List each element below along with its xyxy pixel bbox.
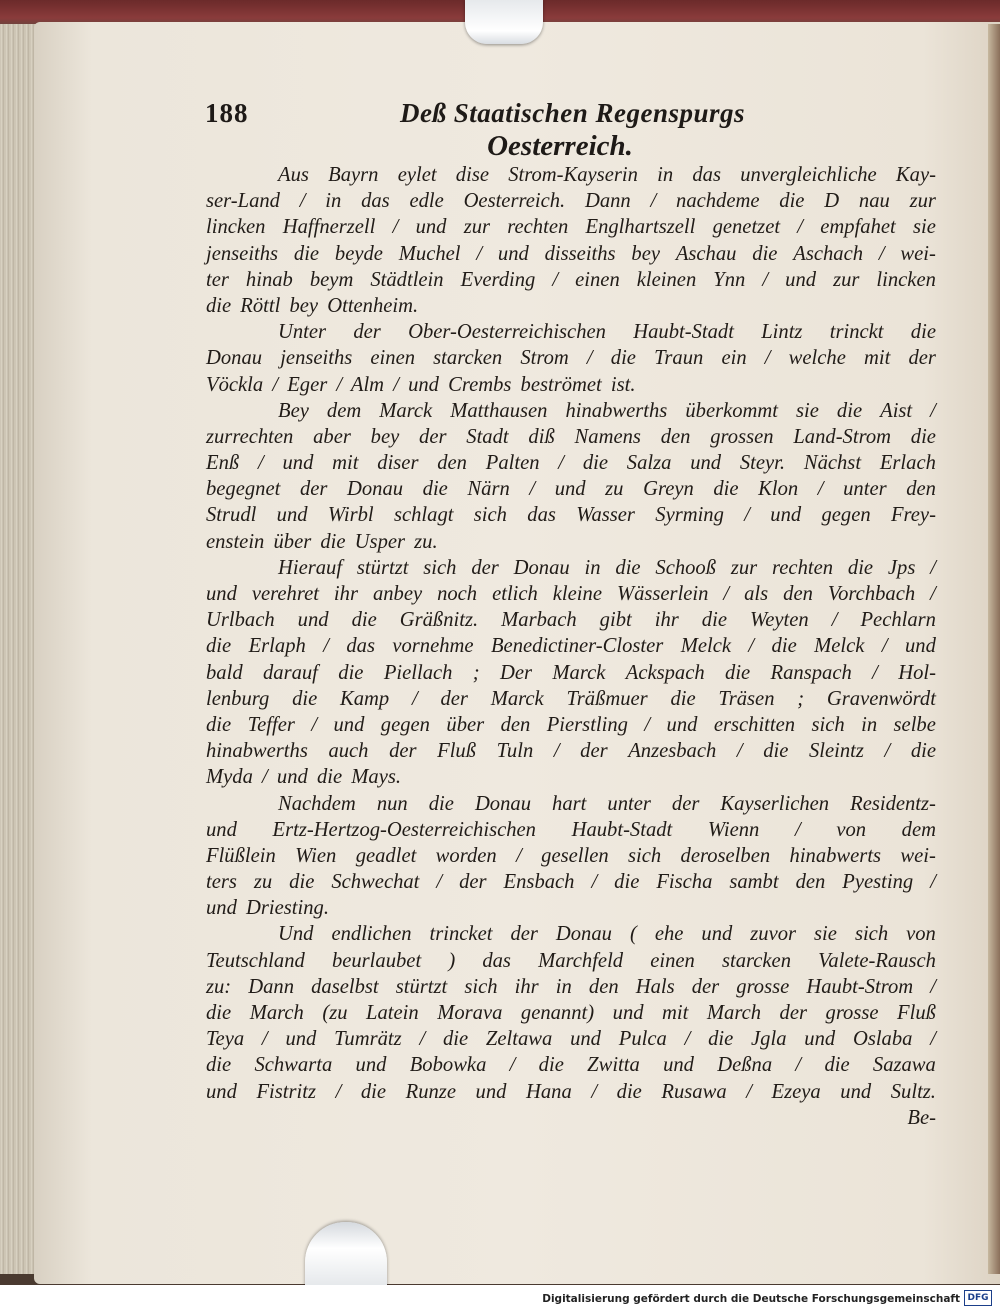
- dfg-logo: DFG: [964, 1290, 992, 1306]
- text-line: Aus Bayrn eylet dise Strom-Kayserin in das unvergleichliche Kay-: [278, 164, 936, 186]
- text-line: Flüßlein Wien geadlet worden / gesellen sich deroselben hinabwerts wei-: [206, 844, 936, 867]
- text-line: und Driesting.: [206, 897, 329, 920]
- text-line: Enß / und mit diser den Palten / die Salza und Steyr. Nächst Erlach: [206, 452, 936, 475]
- book-gutter: [988, 24, 1000, 1274]
- text-line: hinabwerths auch der Fluß Tuln / der Anzesbach / die Sleintz / die: [206, 740, 936, 763]
- text-line: ter hinab beym Städtlein Everding / einen kleinen Ynn / und zur lincken: [206, 268, 936, 291]
- text-line: und verehret ihr anbey noch etlich kleine Wässerlein / als den Vorchbach /: [206, 583, 936, 605]
- text-line: Teya / und Tumrätz / die Zeltawa und Pulca / die Jgla und Oslaba /: [206, 1028, 936, 1051]
- text-line: bald darauf die Piellach ; Der Marck Ackspach die Ranspach / Hol-: [206, 661, 936, 684]
- text-line: die Erlaph / das vornehme Benedictiner-Closter Melck / die Melck / und: [206, 635, 936, 658]
- text-line: Und endlichen trincket der Donau ( ehe und zuvor sie sich von: [278, 923, 936, 946]
- section-title: Oesterreich.: [487, 130, 633, 162]
- text-line: begegnet der Donau die Närn / und zu Greyn die Klon / unter den: [206, 478, 936, 501]
- text-line: lincken Haffnerzell / und zur rechten Englhartszell genetzet / empfahet sie: [206, 216, 936, 239]
- text-line: Be-: [907, 1106, 936, 1129]
- text-line: die Teffer / und gegen über den Pierstling / und erschitten sich in selbe: [206, 713, 936, 736]
- text-line: Strudl und Wirbl schlagt sich das Wasser Syrming / und gegen Frey-: [206, 504, 936, 527]
- digitization-credit: Digitalisierung gefördert durch die Deutsche Forschungsgemeinschaft: [542, 1293, 960, 1305]
- text-line: zurrechten aber bey der Stadt diß Namens den grossen Land-Strom die: [206, 425, 936, 448]
- page-number: 188: [205, 98, 249, 128]
- text-line: lenburg die Kamp / der Marck Träßmuer die Träsen ; Gravenwördt: [206, 687, 936, 710]
- text-line: Hierauf stürtzt sich der Donau in die Schooß zur rechten die Jps /: [278, 556, 936, 579]
- page-header: [205, 98, 950, 132]
- text-line: zu: Dann daselbst stürtzt sich ihr in den Hals der grosse Haubt-Strom /: [206, 975, 936, 998]
- body-text: [206, 162, 936, 1131]
- text-line: Teutschland beurlaubet ) das Marchfeld einen starcken Valete-Rausch: [206, 949, 936, 972]
- text-line: Vöckla / Eger / Alm / und Crembs beströmet ist.: [206, 373, 636, 396]
- text-line: Unter der Ober-Oesterreichischen Haubt-Stadt Lintz trinckt die: [278, 321, 936, 344]
- running-title: Deß Staatischen Regenspurgs: [400, 98, 746, 128]
- text-line: enstein über die Usper zu.: [206, 530, 438, 553]
- text-line: und Ertz-Hertzog-Oesterreichischen Haubt-Stadt Wienn / von dem: [206, 818, 936, 841]
- text-line: die Röttl bey Ottenheim.: [206, 294, 419, 317]
- text-line: die March (zu Latein Morava genannt) und mit March der grosse Fluß: [206, 1002, 936, 1024]
- text-line: und Fistritz / die Runze und Hana / die Rusawa / Ezeya und Sultz.: [206, 1080, 936, 1103]
- text-line: ser-Land / in das edle Oesterreich. Dann / nachdeme die D nau zur: [206, 190, 936, 213]
- text-line: Myda / und die Mays.: [206, 766, 402, 789]
- text-line: jenseiths die beyde Muchel / und disseiths bey Aschau die Aschach / wei-: [206, 242, 936, 265]
- text-line: Donau jenseiths einen starcken Strom / die Traun ein / welche mit der: [206, 347, 936, 370]
- text-line: die Schwarta und Bobowka / die Zwitta und Deßna / die Sazawa: [206, 1054, 936, 1077]
- top-clip: [465, 0, 543, 44]
- text-line: ters zu die Schwechat / der Ensbach / die Fischa sambt den Pyesting /: [206, 871, 936, 894]
- text-line: Urlbach und die Gräßnitz. Marbach gibt ihr die Weyten / Pechlarn: [206, 609, 936, 632]
- text-line: Bey dem Marck Matthausen hinabwerths überkommt sie die Aist /: [278, 399, 936, 422]
- text-line: Nachdem nun die Donau hart unter der Kayserlichen Residentz-: [278, 792, 936, 815]
